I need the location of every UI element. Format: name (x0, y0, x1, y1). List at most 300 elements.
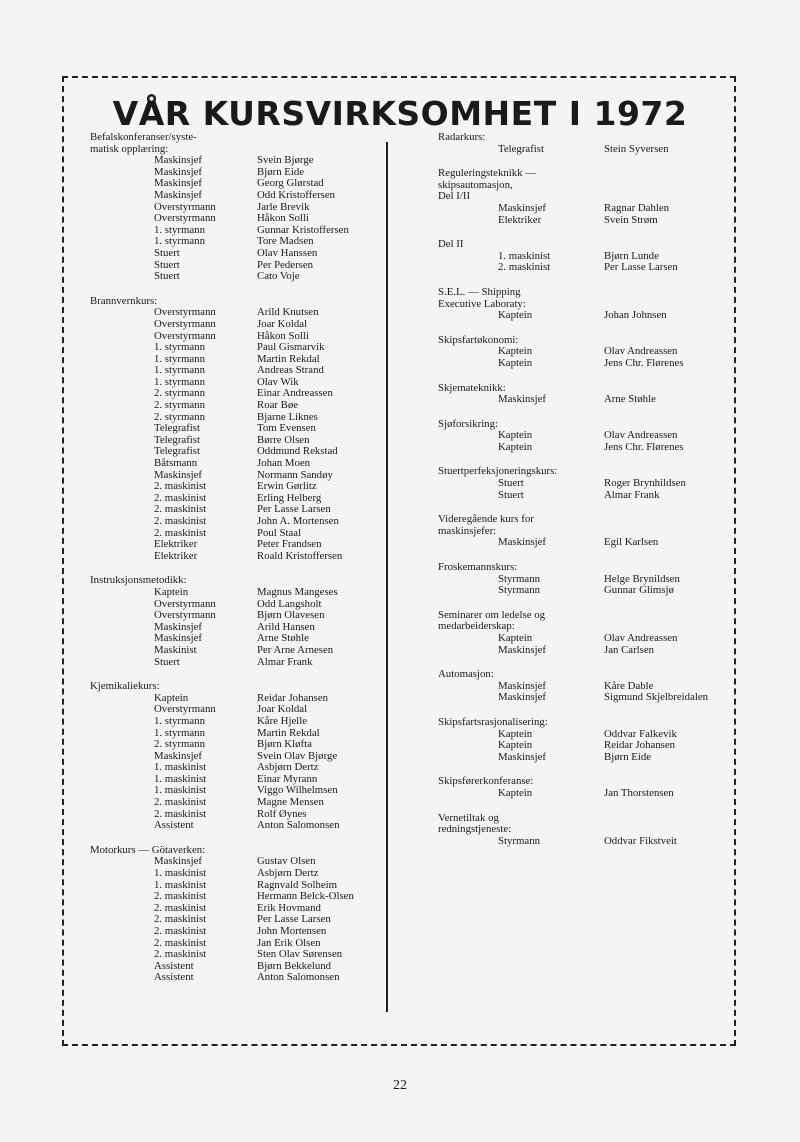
participant-role: Overstyrmann (154, 597, 216, 610)
participant-role: 1. styrmann (154, 364, 205, 377)
participant-name: Peter Frandsen (257, 538, 322, 551)
participant-row (90, 914, 382, 926)
participant-row (90, 926, 382, 938)
participant-row (90, 458, 382, 470)
participant-row (90, 972, 382, 984)
participant-role: 1. styrmann (154, 223, 205, 236)
participant-name: Arne Støhle (604, 393, 656, 406)
participant-role: Maskinsjef (498, 643, 546, 656)
participant-name: Einar Andreassen (257, 387, 333, 400)
course-section (438, 610, 728, 656)
participant-row (90, 470, 382, 482)
participant-role: Telegrafist (154, 433, 201, 446)
participant-role: Kaptein (498, 429, 533, 442)
left-column (90, 132, 382, 997)
course-section (438, 335, 728, 370)
participant-name: John A. Mortensen (257, 515, 339, 527)
participant-row (438, 585, 728, 597)
participant-name: Svein Olav Bjørge (257, 749, 338, 762)
participant-name: Oddmund Rekstad (257, 445, 338, 458)
participant-name: Per Pedersen (257, 258, 314, 271)
participant-name: Erling Helberg (257, 491, 322, 504)
participant-role: 1. styrmann (154, 375, 205, 388)
participant-name: Olav Wik (257, 375, 299, 388)
participant-name: Gustav Olsen (257, 855, 316, 868)
participant-role: Maskinist (154, 643, 197, 656)
participant-role: Telegrafist (154, 422, 201, 435)
course-heading: Kjemikaliekurs: (90, 680, 160, 693)
participant-row (90, 260, 382, 272)
participant-row (438, 729, 728, 741)
participant-role: Maskinsjef (498, 393, 546, 406)
participant-row (90, 610, 382, 622)
participant-row (438, 752, 728, 764)
participant-row (90, 423, 382, 435)
participant-row (90, 412, 382, 424)
participant-role: 2. maskinist (154, 515, 207, 527)
course-section (438, 419, 728, 454)
participant-role: Maskinsjef (498, 201, 546, 214)
participant-row (90, 271, 382, 283)
participant-row (90, 751, 382, 763)
participant-role: 2. maskinist (154, 491, 207, 504)
participant-role: Maskinsjef (498, 536, 546, 549)
participant-role: Kaptein (498, 786, 533, 799)
participant-row (90, 739, 382, 751)
participant-row (438, 262, 728, 274)
participant-name: Børre Olsen (257, 433, 310, 446)
participant-role: 1. styrmann (154, 726, 205, 739)
participant-name: Bjørn Eide (257, 165, 305, 178)
course-section (438, 776, 728, 799)
participant-role: 1. maskinist (154, 772, 207, 785)
participant-row (438, 144, 728, 156)
participant-name: Svein Bjørge (257, 154, 314, 167)
participant-name: Olav Andreassen (604, 429, 678, 442)
course-heading: Skipsfartøkonomi: (438, 333, 519, 346)
participant-name: Bjarne Liknes (257, 410, 318, 423)
participant-name: Martin Rekdal (257, 352, 320, 365)
participant-role: Maskinsjef (154, 165, 202, 178)
participant-role: 2. maskinist (154, 480, 207, 493)
participant-name: Magne Mensen (257, 796, 324, 809)
participant-name: Roald Kristoffersen (257, 549, 343, 562)
course-section (438, 132, 728, 155)
course-heading: Instruksjonsmetodikk: (90, 574, 187, 587)
course-heading: Skipsførerkonferanse: (438, 775, 534, 788)
participant-role: 1. maskinist (154, 867, 207, 880)
participant-role: Kaptein (498, 739, 533, 752)
participant-row (438, 346, 728, 358)
participant-row (90, 716, 382, 728)
participant-row (90, 354, 382, 366)
participant-role: 1. styrmann (154, 352, 205, 365)
participant-name: Hermann Belck-Olsen (257, 890, 354, 903)
participant-name: Asbjørn Dertz (257, 867, 319, 880)
participant-row (90, 797, 382, 809)
participant-row (438, 203, 728, 215)
participant-row (90, 728, 382, 740)
participant-row (438, 478, 728, 490)
participant-role: 2. maskinist (154, 901, 207, 914)
participant-role: Assistent (154, 819, 194, 832)
participant-role: Stuert (154, 270, 180, 283)
participant-name: Bjørn Bekkelund (257, 959, 332, 972)
course-heading: Videregående kurs for maskinsjefer: (438, 513, 534, 537)
course-section (438, 669, 728, 704)
participant-row (90, 891, 382, 903)
participant-row (438, 574, 728, 586)
participant-role: Maskinsjef (498, 750, 546, 763)
participant-role: 2. maskinist (154, 807, 207, 820)
participant-role: Stuert (154, 246, 180, 259)
participant-row (90, 365, 382, 377)
participant-row (90, 248, 382, 260)
participant-role: Telegrafist (498, 142, 545, 155)
participant-name: Anton Salomonsen (257, 819, 340, 832)
participant-row (90, 178, 382, 190)
participant-name: Oddvar Fikstveit (604, 834, 677, 847)
participant-name: Olav Andreassen (604, 632, 678, 644)
column-divider (386, 142, 388, 1012)
participant-name: Einar Myrann (257, 772, 318, 785)
course-section (90, 681, 382, 832)
course-section (90, 132, 382, 283)
participant-name: Magnus Mangeses (257, 585, 338, 598)
participant-name: Normann Sandøy (257, 468, 333, 481)
participant-name: Jens Chr. Flørenes (604, 356, 684, 369)
page-number: 22 (393, 1078, 407, 1093)
participant-name: Anton Salomonsen (257, 971, 340, 984)
participant-name: Jan Thorstensen (604, 786, 674, 799)
course-section (90, 845, 382, 984)
participant-role: 1. styrmann (154, 714, 205, 727)
participant-row (90, 400, 382, 412)
participant-role: Båtsmann (154, 457, 198, 470)
participant-name: Joar Koldal (257, 703, 308, 716)
participant-name: Stein Syversen (604, 142, 669, 155)
participant-name: Rolf Øynes (257, 807, 307, 820)
participant-row (90, 657, 382, 669)
course-heading: Reguleringsteknikk — skipsautomasjon, Del I/II (438, 167, 537, 203)
course-section (438, 168, 728, 226)
participant-row (90, 762, 382, 774)
participant-name: Jens Chr. Flørenes (604, 440, 684, 453)
participant-row (438, 633, 728, 645)
participant-name: Jan Carlsen (604, 643, 655, 656)
participant-name: Tore Madsen (257, 235, 314, 248)
participant-role: Kaptein (498, 440, 533, 453)
participant-role: Maskinsjef (154, 855, 202, 868)
participant-role: 2. styrmann (154, 738, 205, 751)
participant-name: Oddvar Falkevik (604, 727, 677, 740)
participant-name: Ragnvald Solheim (257, 878, 338, 891)
participant-name: Reidar Johansen (257, 691, 329, 704)
participant-row (438, 394, 728, 406)
right-column (438, 132, 728, 860)
participant-row (90, 342, 382, 354)
participant-role: Elektriker (154, 538, 198, 551)
participant-name: Johan Johnsen (604, 309, 667, 322)
participant-name: Kåre Hjelle (257, 714, 308, 727)
participant-role: Telegrafist (154, 445, 201, 458)
participant-role: Kaptein (154, 585, 189, 598)
participant-row (438, 358, 728, 370)
participant-row (438, 692, 728, 704)
course-heading: Automasjon: (438, 668, 494, 681)
participant-row (90, 599, 382, 611)
participant-name: Odd Kristoffersen (257, 188, 336, 201)
participant-name: Bjørn Olavesen (257, 609, 325, 622)
participant-role: Maskinsjef (154, 620, 202, 633)
participant-name: Ragnar Dahlen (604, 201, 670, 214)
participant-role: Stuert (154, 258, 180, 271)
participant-role: Overstyrmann (154, 317, 216, 330)
participant-role: Maskinsjef (154, 749, 202, 762)
participant-row (90, 645, 382, 657)
participant-role: Kaptein (154, 691, 189, 704)
participant-row (90, 551, 382, 563)
participant-name: Almar Frank (257, 655, 313, 668)
participant-role: Overstyrmann (154, 329, 216, 342)
participant-role: Kaptein (498, 345, 533, 358)
participant-name: Sten Olav Sørensen (257, 948, 343, 961)
course-section (438, 466, 728, 501)
participant-row (90, 856, 382, 868)
participant-name: Svein Strøm (604, 213, 658, 226)
course-section (438, 287, 728, 322)
participant-row (90, 446, 382, 458)
participant-role: Maskinsjef (154, 177, 202, 190)
participant-row (90, 903, 382, 915)
course-heading: Skipsfartsrasjonalisering: (438, 715, 548, 728)
participant-row (90, 820, 382, 832)
participant-row (438, 645, 728, 657)
participant-name: Per Lasse Larsen (257, 503, 331, 516)
participant-row (90, 622, 382, 634)
participant-row (438, 215, 728, 227)
participant-name: Asbjørn Dertz (257, 761, 319, 774)
course-heading: Motorkurs — Götaverken: (90, 843, 206, 856)
course-heading: Skjemateknikk: (438, 381, 506, 394)
participant-row (90, 388, 382, 400)
participant-name: Roger Brynhildsen (604, 477, 686, 490)
participant-name: Johan Moen (257, 457, 311, 470)
participant-role: Overstyrmann (154, 212, 216, 225)
participant-name: Helge Brynildsen (604, 572, 680, 585)
participant-name: Arild Knutsen (257, 306, 319, 319)
participant-role: Kaptein (498, 309, 533, 322)
course-section (438, 239, 728, 274)
participant-name: Cato Voje (257, 270, 300, 283)
participant-role: Maskinsjef (498, 691, 546, 704)
participant-name: Arne Støhle (257, 632, 309, 645)
course-heading: Froskemannskurs: (438, 561, 518, 574)
participant-name: Erwin Gørlitz (257, 480, 317, 493)
course-heading: Radarkurs: (438, 131, 486, 143)
participant-name: John Mortensen (257, 925, 327, 937)
participant-row (90, 202, 382, 214)
participant-name: Viggo Wilhelmsen (257, 784, 338, 797)
participant-name: Georg Glørstad (257, 177, 324, 190)
participant-name: Per Arne Arnesen (257, 643, 334, 656)
participant-name: Joar Koldal (257, 317, 308, 330)
participant-role: Maskinsjef (498, 679, 546, 692)
page-title: VÅR KURSVIRKSOMHET I 1972 (112, 94, 688, 133)
course-heading: Vernetiltak og redningstjeneste: (438, 811, 512, 836)
participant-row (90, 481, 382, 493)
participant-row (438, 537, 728, 549)
participant-role: 1. maskinist (498, 249, 551, 262)
participant-role: Assistent (154, 971, 194, 984)
course-heading: Seminarer om ledelse og medarbeiderskap: (438, 608, 546, 633)
participant-role: 2. styrmann (154, 410, 205, 423)
participant-name: Roar Bøe (257, 399, 299, 412)
participant-name: Paul Gismarvik (257, 341, 325, 354)
participant-row (90, 704, 382, 716)
participant-name: Odd Langsholt (257, 597, 322, 610)
course-section (438, 717, 728, 763)
participant-name: Olav Andreassen (604, 345, 678, 358)
participant-name: Poul Staal (257, 526, 302, 539)
participant-name: Håkon Solli (257, 329, 309, 342)
participant-name: Gunnar Glimsjø (604, 584, 674, 597)
participant-name: Sigmund Skjelbreidalen (604, 691, 709, 704)
participant-role: Maskinsjef (154, 632, 202, 645)
participant-name: Kåre Dable (604, 679, 654, 692)
participant-role: 2. maskinist (154, 913, 207, 926)
participant-role: 2. maskinist (154, 948, 207, 961)
participant-row (90, 225, 382, 237)
participant-role: 1. styrmann (154, 341, 205, 354)
participant-name: Olav Hanssen (257, 246, 318, 259)
participant-row (438, 430, 728, 442)
participant-role: Kaptein (498, 356, 533, 369)
participant-row (90, 236, 382, 248)
participant-role: Kaptein (498, 727, 533, 740)
participant-row (90, 331, 382, 343)
participant-row (90, 307, 382, 319)
participant-name: Tom Evensen (257, 422, 316, 435)
course-section (438, 562, 728, 597)
participant-name: Almar Frank (604, 488, 660, 501)
participant-name: Jarle Brevik (257, 200, 310, 213)
participant-row (438, 740, 728, 752)
participant-role: Assistent (154, 959, 194, 972)
participant-role: Kaptein (498, 632, 533, 644)
participant-name: Bjørn Eide (604, 750, 652, 763)
participant-row (90, 693, 382, 705)
participant-role: 1. maskinist (154, 878, 207, 891)
participant-role: Overstyrmann (154, 703, 216, 716)
participant-name: Andreas Strand (257, 364, 324, 377)
participant-role: Elektriker (154, 549, 198, 562)
participant-row (90, 377, 382, 389)
participant-name: Bjørn Lunde (604, 249, 659, 262)
participant-role: Overstyrmann (154, 306, 216, 319)
course-heading: S.E.L. — Shipping Executive Laboraty: (438, 285, 526, 310)
participant-row (90, 587, 382, 599)
participant-row (90, 319, 382, 331)
course-section (438, 813, 728, 848)
participant-role: Overstyrmann (154, 200, 216, 213)
participant-role: Stuert (498, 477, 524, 490)
participant-row (90, 167, 382, 179)
participant-name: Martin Rekdal (257, 726, 320, 739)
participant-name: Bjørn Kløfta (257, 738, 312, 751)
participant-role: Overstyrmann (154, 609, 216, 622)
participant-role: Maskinsjef (154, 468, 202, 481)
participant-role: 2. styrmann (154, 387, 205, 400)
course-heading: Stuertperfeksjoneringskurs: (438, 465, 558, 478)
participant-role: 2. maskinist (498, 261, 551, 274)
course-section (438, 383, 728, 406)
participant-name: Egil Karlsen (604, 536, 659, 549)
course-section (90, 575, 382, 668)
participant-name: Reidar Johansen (604, 739, 676, 752)
participant-name: Erik Hovmand (257, 901, 321, 914)
participant-role: Stuert (498, 488, 524, 501)
course-heading: Befalskonferanser/syste- matisk opplæring: (90, 131, 197, 155)
course-section (90, 296, 382, 563)
participant-role: Maskinsjef (154, 188, 202, 201)
course-section (438, 514, 728, 549)
course-heading: Del II (438, 238, 464, 251)
participant-role: 2. maskinist (154, 890, 207, 903)
participant-name: Jan Erik Olsen (257, 936, 321, 949)
participant-row (90, 868, 382, 880)
participant-name: Arild Hansen (257, 620, 315, 633)
participant-row (90, 155, 382, 167)
participant-row (438, 788, 728, 800)
participant-row (90, 435, 382, 447)
participant-role: 1. maskinist (154, 761, 207, 774)
participant-row (90, 190, 382, 202)
course-heading: Brannvernkurs: (90, 294, 158, 307)
participant-role: 2. styrmann (154, 399, 205, 412)
participant-role: Elektriker (498, 213, 542, 226)
participant-row (90, 633, 382, 645)
participant-role: Maskinsjef (154, 154, 202, 167)
participant-role: 2. maskinist (154, 526, 207, 539)
participant-role: Styrmann (498, 834, 540, 847)
participant-row (90, 949, 382, 961)
participant-name: Gunnar Kristoffersen (257, 223, 349, 236)
participant-role: 2. maskinist (154, 796, 207, 809)
participant-row (90, 213, 382, 225)
participant-name: Håkon Solli (257, 212, 309, 225)
participant-role: 2. maskinist (154, 925, 207, 937)
participant-role: Styrmann (498, 572, 540, 585)
participant-role: 2. maskinist (154, 936, 207, 949)
participant-row (438, 836, 728, 848)
course-heading: Sjøforsikring: (438, 417, 498, 430)
participant-role: 1. styrmann (154, 235, 205, 248)
participant-row (90, 493, 382, 505)
participant-row (438, 251, 728, 263)
participant-row (90, 516, 382, 528)
participant-role: 2. maskinist (154, 503, 207, 516)
participant-role: Styrmann (498, 584, 540, 597)
participant-role: Stuert (154, 655, 180, 668)
participant-role: 1. maskinist (154, 784, 207, 797)
participant-name: Per Lasse Larsen (257, 913, 331, 926)
participant-row (438, 442, 728, 454)
participant-row (438, 490, 728, 502)
participant-row (90, 785, 382, 797)
participant-row (438, 310, 728, 322)
participant-row (90, 528, 382, 540)
